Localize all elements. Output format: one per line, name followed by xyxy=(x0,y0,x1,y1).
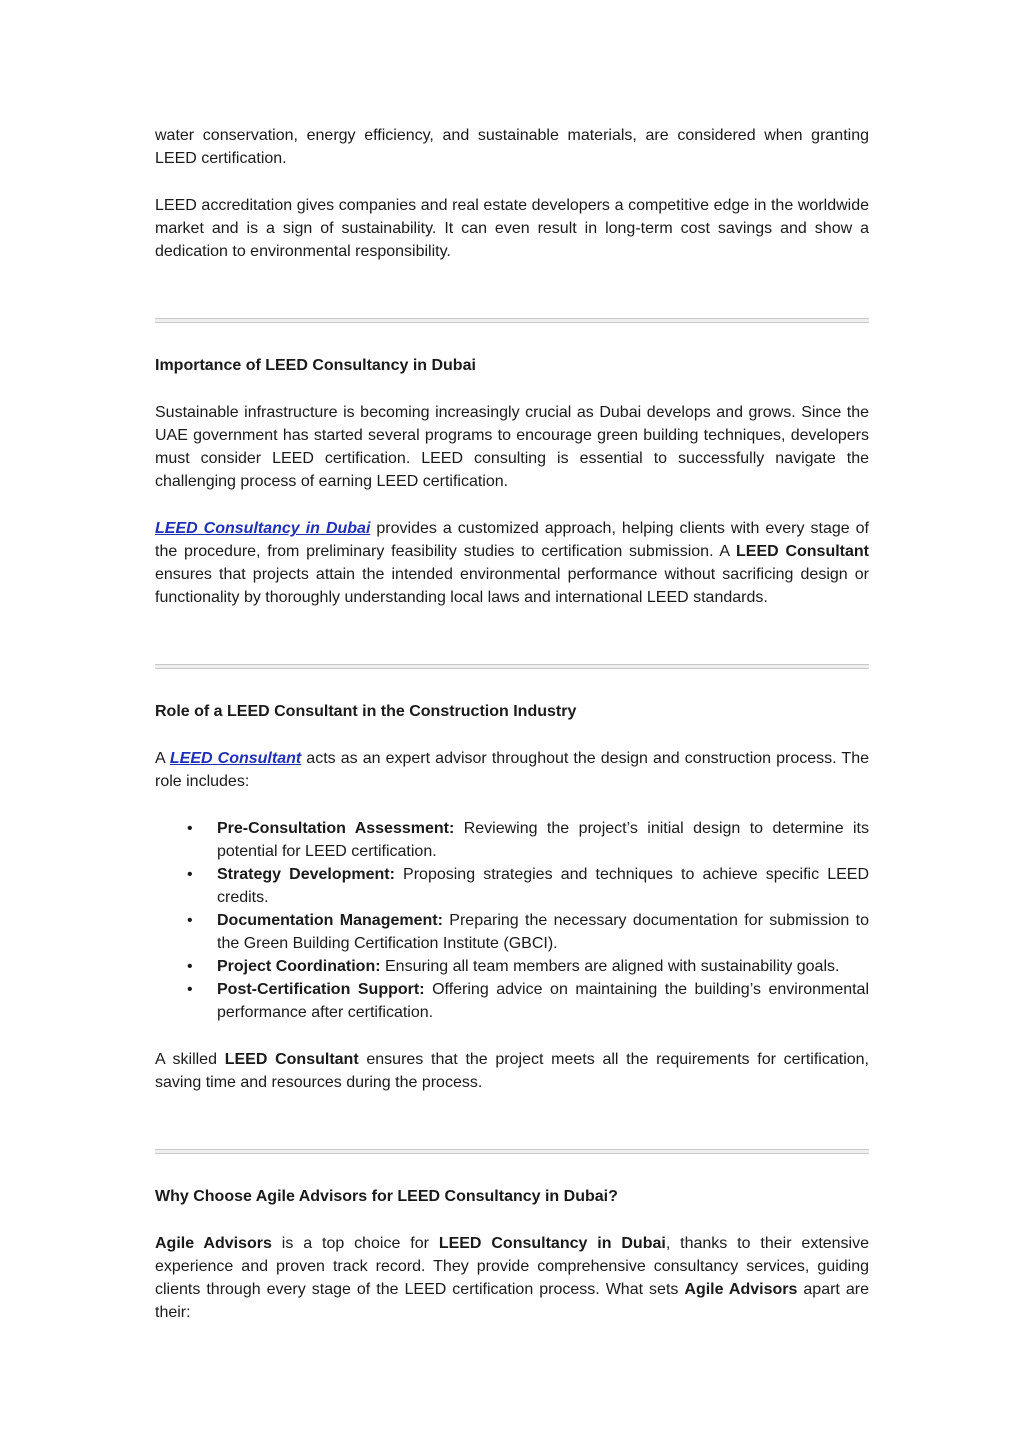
text-span: A skilled xyxy=(155,1051,225,1068)
section-heading-role: Role of a LEED Consultant in the Construction Industry xyxy=(155,703,577,720)
list-item-title: Strategy Development: xyxy=(217,866,395,883)
list-item-text: Preparing the necessary documentation for submission to the Green Building Certification Institute (GBCI). xyxy=(217,912,869,952)
list-item xyxy=(217,955,869,978)
bold-term: Agile Advisors xyxy=(155,1235,272,1252)
text-span: A xyxy=(155,750,170,767)
role-intro-paragraph xyxy=(155,747,869,793)
list-item-text: Ensuring all team members are aligned with sustainability goals. xyxy=(380,958,840,975)
text-span: is a top choice for xyxy=(271,1235,439,1252)
importance-paragraph-1: Sustainable infrastructure is becoming increasingly crucial as Dubai develops and grows. Since the UAE government has started several programs to encourage green building techniques, developers must consider LEED certification. LEED consulting is essential to successfully navigate the challenging process of earning LEED certification. xyxy=(155,404,869,490)
list-item-title: Documentation Management: xyxy=(217,912,443,929)
intro-paragraph-1: water conservation, energy efficiency, and sustainable materials, are considered when granting LEED certification. xyxy=(155,127,869,167)
bold-term: Agile Advisors xyxy=(684,1281,798,1298)
bold-term: LEED Consultant xyxy=(224,1051,359,1068)
role-closing-paragraph xyxy=(155,1048,869,1094)
list-item xyxy=(217,863,869,909)
section-heading-why-agile: Why Choose Agile Advisors for LEED Consultancy in Dubai? xyxy=(155,1188,618,1205)
section-heading-importance: Importance of LEED Consultancy in Dubai xyxy=(155,357,476,374)
leed-consultancy-dubai-link[interactable]: LEED Consultancy in Dubai xyxy=(155,520,371,537)
text-span: ensures that the project meets all the requirements for certification, saving time and resources during the process. xyxy=(155,1051,870,1091)
text-span: provides a customized approach, helping clients with every stage of the procedure, from preliminary feasibility studies to certification submission. A xyxy=(155,520,869,560)
bold-term: LEED Consultant xyxy=(736,543,870,560)
why-agile-paragraph xyxy=(155,1232,869,1324)
list-item-title: Post-Certification Support: xyxy=(217,981,425,998)
role-list xyxy=(155,817,869,1024)
list-item-title: Pre-Consultation Assessment: xyxy=(217,820,455,837)
importance-paragraph-2 xyxy=(155,517,869,609)
list-item-text: Reviewing the project’s initial design to determine its potential for LEED certification. xyxy=(217,820,870,860)
list-item-title: Project Coordination: xyxy=(217,958,381,975)
list-item xyxy=(217,978,869,1024)
text-span: , thanks to their extensive experience and proven track record. They provide comprehensive consultancy services, guiding clients through every stage of the LEED certification process. What sets xyxy=(155,1235,870,1298)
list-item-text: Proposing strategies and techniques to achieve specific LEED credits. xyxy=(217,866,870,906)
list-item xyxy=(217,909,869,955)
text-span: acts as an expert advisor throughout the design and construction process. The role includes: xyxy=(155,750,869,790)
list-item xyxy=(217,817,869,863)
bold-term: LEED Consultancy in Dubai xyxy=(438,1235,666,1252)
leed-consultant-link[interactable]: LEED Consultant xyxy=(169,750,302,767)
list-item-text: Offering advice on maintaining the building’s environmental performance after certification. xyxy=(217,981,870,1021)
text-span: apart are their: xyxy=(155,1281,870,1321)
text-span: ensures that projects attain the intended environmental performance without sacrificing design or functionality by thoroughly understanding local laws and international LEED standards. xyxy=(155,566,869,606)
document-page xyxy=(155,124,869,1324)
intro-paragraph-2: LEED accreditation gives companies and real estate developers a competitive edge in the worldwide market and is a sign of sustainability. It can even result in long-term cost savings and show a dedication to environmental responsibility. xyxy=(155,197,869,260)
